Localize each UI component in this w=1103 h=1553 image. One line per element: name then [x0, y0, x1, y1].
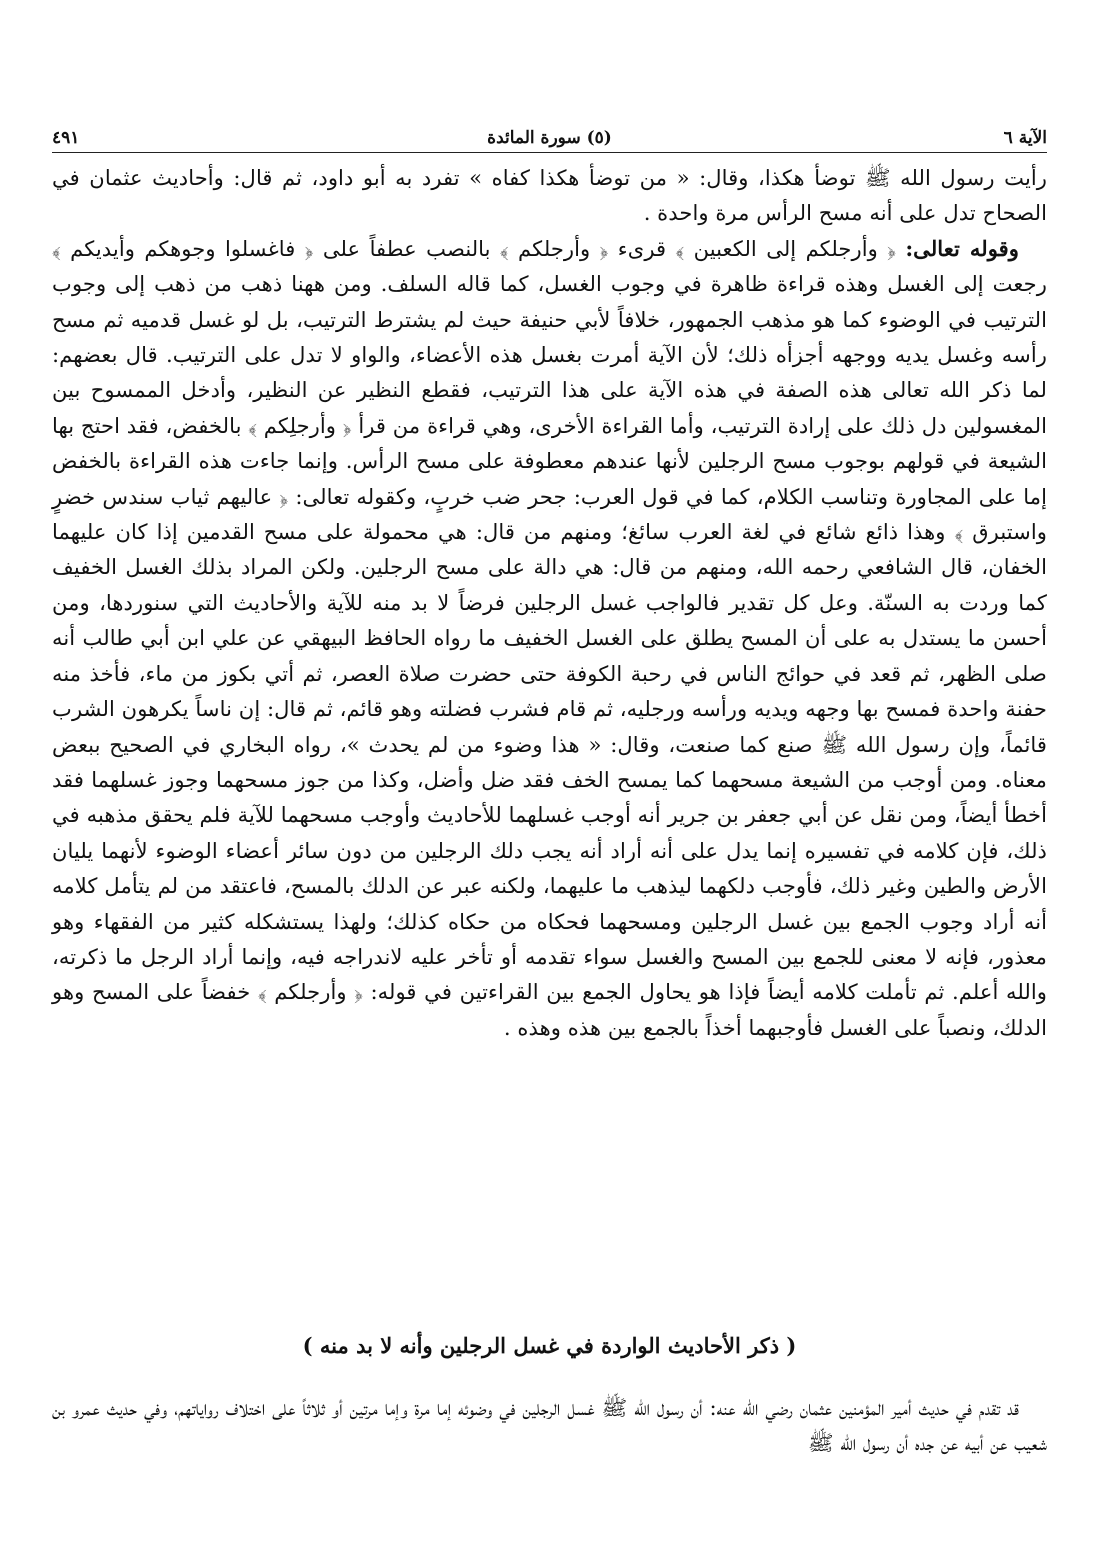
- paragraph-1: [52, 160, 1047, 231]
- header-divider: [52, 152, 1047, 153]
- running-header: [52, 116, 1047, 148]
- paragraph-1-text: رأيت رسول الله ﷺ توضأ هكذا، وقال: « من توضأ هكذا كفاه » تفرد به أبو داود، ثم قال: وأحاديث عثمان في الصحاح تدل على أنه مسح الرأس مرة واحدة .: [52, 165, 1047, 226]
- header-verse-label: الآية ٦: [1003, 128, 1047, 148]
- book-page: [52, 0, 1047, 1553]
- section-paragraph: قد تقدم في حديث أمير المؤمنين عثمان رضي الله عنه: أن رسول الله ﷺ غسل الرجلين في وضوئه إما مرة وإما مرتين أو ثلاثاً على اختلاف رواياتهم، وفي حديث عمرو بن شعيب عن أبيه عن جده أن رسول الله ﷺ: [52, 1395, 1047, 1456]
- paragraph-2-lead: وقوله تعالى:: [905, 235, 1020, 261]
- paragraph-2: [52, 231, 1047, 1045]
- header-surah-title: (٥) سورة المائدة: [487, 128, 612, 148]
- page-number: ٤٩١: [52, 128, 80, 148]
- paragraph-2-text: ﴿ وأرجلكم إلى الكعبين ﴾ قرىء ﴿ وأرجلكم ﴾ بالنصب عطفاً على ﴿ فاغسلوا وجوهكم وأيديكم ﴾ رجعت إلى الغسل وهذه قراءة ظاهرة في وجوب الغسل، كما قاله السلف. ومن ههنا ذهب من ذهب إلى وجوب الترتيب في الوضوء كما هو مذهب الجمهور، خلافاً لأبي حنيفة حيث لم يشترط الترتيب، بل لو غسل قدميه ثم مسح رأسه وغسل يديه ووجهه أجزأه ذلك؛ لأن الآية أمرت بغسل هذه الأعضاء، والواو لا تدل على الترتيب. قال بعضهم: لما ذكر الله تعالى هذه الصفة في هذه الآية على هذا الترتيب، فقطع النظير عن النظير، وأدخل الممسوح بين المغسولين دل ذلك على إرادة الترتيب، وأما القراءة الأخرى، وهي قراءة من قرأ ﴿ وأرجلِكم ﴾ بالخفض، فقد احتج بها الشيعة في قولهم بوجوب مسح الرجلين لأنها عندهم معطوفة على مسح الرأس. وإنما جاءت هذه القراءة بالخفض إما على المجاورة وتناسب الكلام، كما في قول العرب: جحر ضب خربٍ، وكقوله تعالى: ﴿ عاليهم ثياب سندس خضرٍ واستبرق ﴾ وهذا ذائع شائع في لغة العرب سائغ؛ ومنهم من قال: هي محمولة على مسح القدمين إذا كان عليهما الخفان، قال الشافعي رحمه الله، ومنهم من قال: هي دالة على مسح الرجلين. ولكن المراد بذلك الغسل الخفيف كما وردت به السنّة. وعل كل تقدير فالواجب غسل الرجلين فرضاً لا بد منه للآية والأحاديث التي سنوردها، ومن أحسن ما يستدل به على أن المسح يطلق على الغسل الخفيف ما رواه الحافظ البيهقي عن علي ابن أبي طالب أنه صلى الظهر، ثم قعد في حوائج الناس في رحبة الكوفة حتى حضرت صلاة العصر، ثم أتي بكوز من ماء، فأخذ منه حفنة واحدة فمسح بها وجهه ويديه ورأسه ورجليه، ثم قام فشرب فضلته وهو قائم، ثم قال: إن ناساً يكرهون الشرب قائماً، وإن رسول الله ﷺ صنع كما صنعت، وقال: « هذا وضوء من لم يحدث »، رواه البخاري في الصحيح ببعض معناه. ومن أوجب من الشيعة مسحهما كما يمسح الخف فقد ضل وأضل، وكذا من جوز مسحهما وجوز غسلهما فقد أخطأ أيضاً، ومن نقل عن أبي جعفر بن جرير أنه أوجب غسلهما للأحاديث وأوجب مسحهما للآية فلم يحقق مذهبه في ذلك، فإن كلامه في تفسيره إنما يدل على أنه أراد أنه يجب دلك الرجلين من دون سائر أعضاء الوضوء لأنهما يليان الأرض والطين وغير ذلك، فأوجب دلكهما ليذهب ما عليهما، ولكنه عبر عن الدلك بالمسح، فاعتقد من لم يتأمل كلامه أنه أراد وجوب الجمع بين غسل الرجلين ومسحهما فحكاه من حكاه كذلك؛ ولهذا يستشكله كثير من الفقهاء وهو معذور، فإنه لا معنى للجمع بين المسح والغسل سواء تقدمه أو تأخر عليه لاندراجه فيه، وإنما أراد الرجل ما ذكرته، والله أعلم. ثم تأملت كلامه أيضاً فإذا هو يحاول الجمع بين القراءتين في قوله: ﴿ وأرجلكم ﴾ خفضاً على المسح وهو الدلك، ونصباً على الغسل فأوجبهما أخذاً بالجمع بين هذه وهذه .: [52, 235, 1047, 1040]
- main-text: [52, 160, 1047, 1045]
- section-heading: ( ذكر الأحاديث الواردة في غسل الرجلين وأنه لا بد منه ): [302, 1333, 797, 1358]
- section-text: [52, 1390, 1047, 1461]
